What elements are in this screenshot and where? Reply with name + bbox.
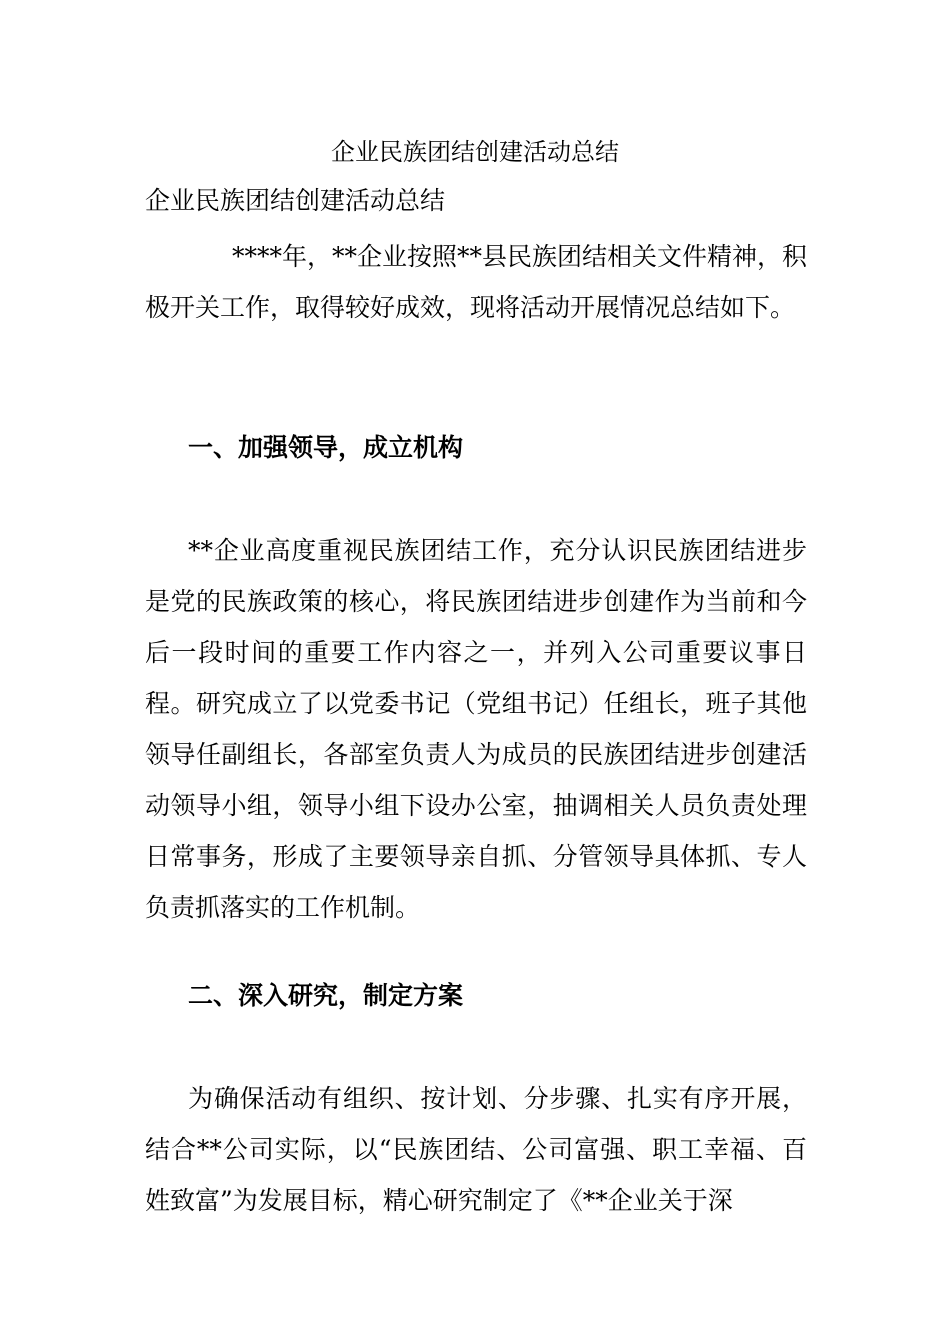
document-title: 企业民族团结创建活动总结: [331, 138, 619, 166]
section-heading-2: 二、深入研究，制定方案: [188, 981, 464, 1010]
document-subtitle: 企业民族团结创建活动总结: [145, 186, 446, 215]
section-heading-1: 一、加强领导，成立机构: [188, 433, 464, 462]
intro-paragraph: ****年，**企业按照**县民族团结相关文件精神，积极开关工作，取得较好成效，现将活动开展情况总结如下。: [145, 242, 808, 322]
section-body-2: 为确保活动有组织、按计划、分步骤、扎实有序开展，结合**公司实际，以“民族团结、公司富强、职工幸福、百姓致富”为发展目标，精心研究制定了《**企业关于深: [145, 1084, 807, 1215]
section-body-1: **企业高度重视民族团结工作，充分认识民族团结进步是党的民族政策的核心，将民族团结进步创建作为当前和今后一段时间的重要工作内容之一，并列入公司重要议事日程。研究成立了以党委书记（党组书记）任组长，班子其他领导任副组长，各部室负责人为成员的民族团结进步创建活动领导小组，领导小组下设办公室，抽调相关人员负责处理日常事务，形成了主要领导亲自抓、分管领导具体抓、专人负责抓落实的工作机制。: [145, 536, 807, 922]
